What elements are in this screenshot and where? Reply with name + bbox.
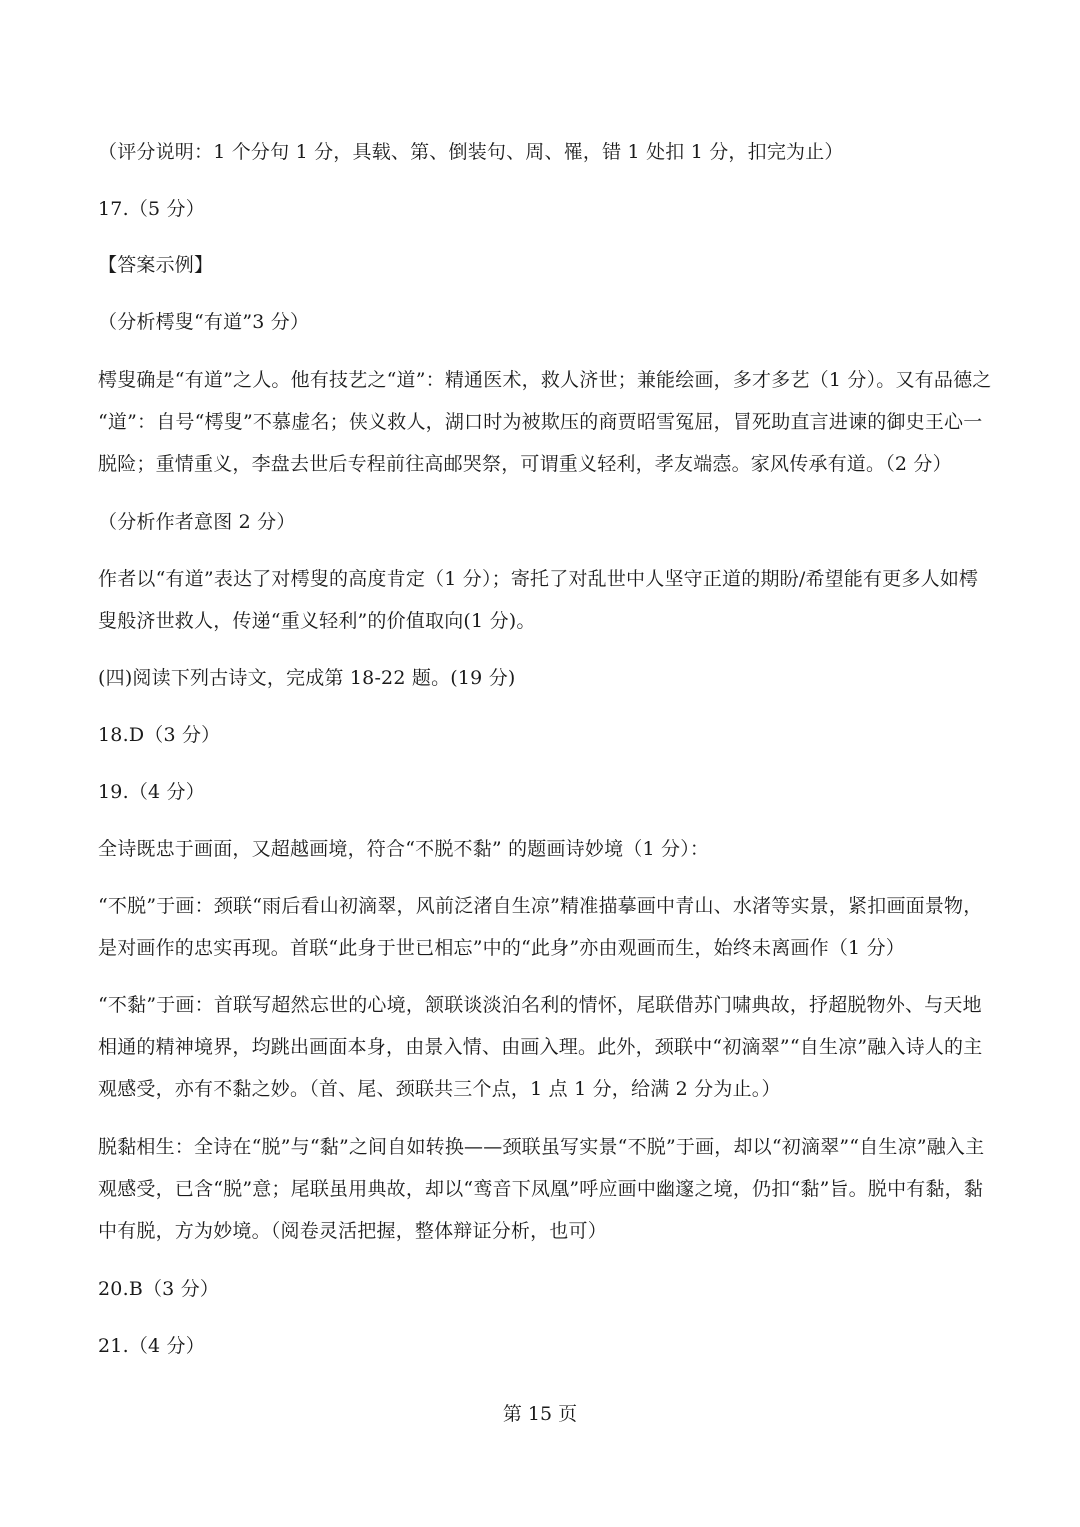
page-number: 第 15 页 <box>502 1403 578 1425</box>
question-17-heading: 17.（5 分） <box>98 198 205 220</box>
paragraph-line: 中有脱，方为妙境。（阅卷灵活把握，整体辩证分析，也可） <box>98 1220 607 1242</box>
question-19-heading: 19.（4 分） <box>98 781 205 803</box>
paragraph-line: 观感受，亦有不黏之妙。（首、尾、颈联共三个点，1 点 1 分，给满 2 分为止。） <box>98 1078 781 1100</box>
paragraph-line: “不脱”于画：颈联“雨后看山初滴翠，风前泛渚自生凉”精准描摹画中青山、水渚等实景，紧扣画面景物， <box>98 895 983 917</box>
paragraph-line: 樗叟确是“有道”之人。他有技艺之“道”：精通医术，救人济世；兼能绘画，多才多艺（1 分）。又有品德之 <box>98 369 992 391</box>
paragraph-line: 相通的精神境界，均跳出画面本身，由景入情、由画入理。此外，颈联中“初滴翠”“自生凉”融入诗人的主 <box>98 1036 983 1058</box>
section-4-heading: (四)阅读下列古诗文，完成第 18-22 题。(19 分) <box>98 667 516 689</box>
analysis-subheading-1: （分析樗叟“有道”3 分） <box>98 311 310 333</box>
scoring-note: （评分说明：1 个分句 1 分，具载、第、倒装句、周、罹，错 1 处扣 1 分，扣完为止） <box>98 141 844 163</box>
paragraph-line: 脱险；重情重义，李盘去世后专程前往高邮哭祭，可谓重义轻利，孝友端悫。家风传承有道。（2 分） <box>98 453 952 475</box>
question-21-heading: 21.（4 分） <box>98 1335 205 1357</box>
question-20-answer: 20.B（3 分） <box>98 1278 220 1300</box>
answer-example-heading: 【答案示例】 <box>98 254 214 276</box>
paragraph-line: 脱黏相生：全诗在“脱”与“黏”之间自如转换——颈联虽写实景“不脱”于画，却以“初滴翠”“自生凉”融入主 <box>98 1136 985 1158</box>
paragraph-line: 观感受，已含“脱”意；尾联虽用典故，却以“鸾音下凤凰”呼应画中幽邃之境，仍扣“黏”旨。脱中有黏，黏 <box>98 1178 984 1200</box>
paragraph-line: 叟般济世救人，传递“重义轻利”的价值取向(1 分)。 <box>98 610 536 632</box>
question-18-answer: 18.D（3 分） <box>98 724 221 746</box>
analysis-subheading-2: （分析作者意图 2 分） <box>98 511 296 533</box>
paragraph-line: “不黏”于画：首联写超然忘世的心境，颔联谈淡泊名利的情怀，尾联借苏门啸典故，抒超脱物外、与天地 <box>98 994 982 1016</box>
paragraph-line: 全诗既忠于画面，又超越画境，符合“不脱不黏” 的题画诗妙境（1 分）： <box>98 838 710 860</box>
paragraph-line: 作者以“有道”表达了对樗叟的高度肯定（1 分）；寄托了对乱世中人坚守正道的期盼/希望能有更多人如樗 <box>98 568 979 590</box>
paragraph-line: “道”：自号“樗叟”不慕虚名；侠义救人，湖口时为被欺压的商贾昭雪冤屈，冒死助直言进谏的御史王心一 <box>98 411 983 433</box>
paragraph-line: 是对画作的忠实再现。首联“此身于世已相忘”中的“此身”亦由观画而生，始终未离画作（1 分） <box>98 937 905 959</box>
